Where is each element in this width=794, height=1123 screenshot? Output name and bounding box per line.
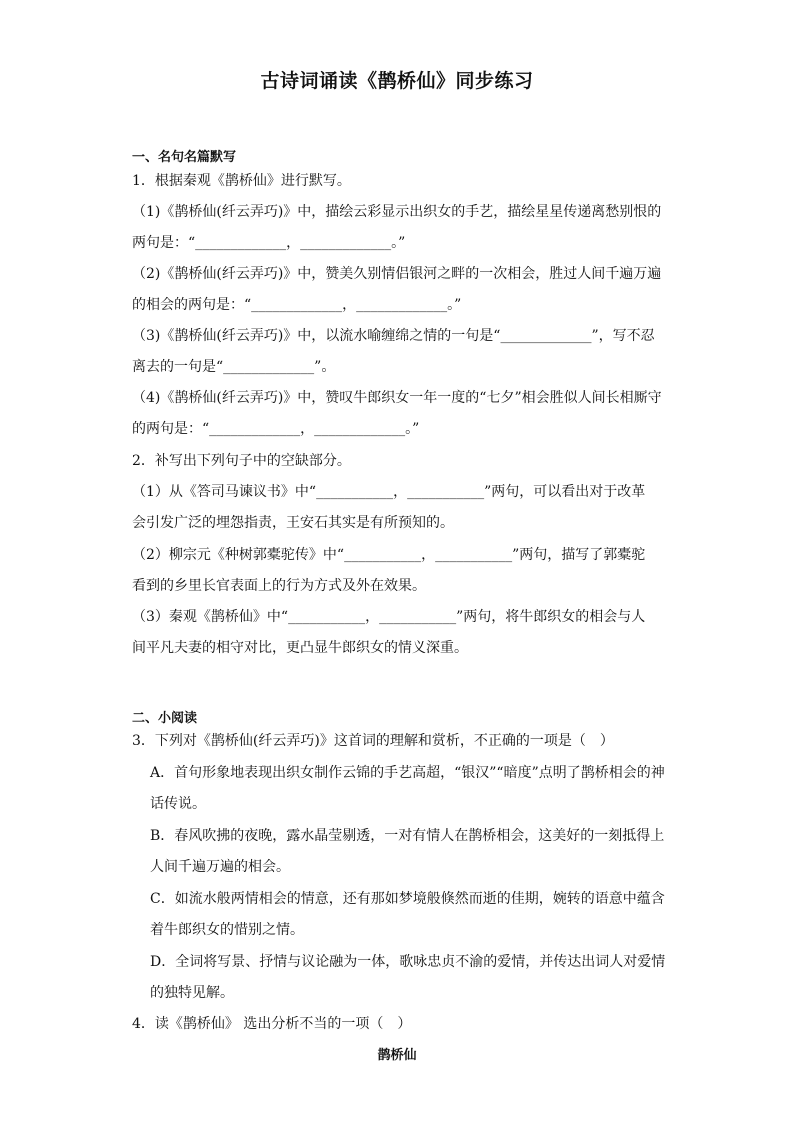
question-1-4-cont: 的两句是：“_____________，_____________。”: [132, 421, 420, 437]
question-1-4: （4)《鹊桥仙(纤云弄巧)》中，赞叹牛郎织女一年一度的“七夕”相会胜似人间长相厮守: [132, 390, 662, 406]
question-2-1: （1）从《答司马谏议书》中“___________，___________”两句，可以看出对于改革: [132, 484, 646, 500]
question-3-option-d: D．全词将写景、抒情与议论融为一体，歌咏忠贞不渝的爱情，并传达出词人对爱情: [150, 954, 666, 970]
question-1-2: （2)《鹊桥仙(纤云弄巧)》中，赞美久别情侣银河之畔的一次相会，胜过人间千遍万遍: [132, 266, 662, 282]
question-1-3-cont: 离去的一句是“_____________”。: [132, 359, 336, 375]
question-3-option-d-cont: 的独特见解。: [150, 985, 234, 1001]
question-2-2-cont: 看到的乡里长官表面上的行为方式及外在效果。: [132, 578, 426, 594]
question-3-option-b-cont: 人间千遍万遍的相会。: [150, 859, 290, 875]
question-1: 1．根据秦观《鹊桥仙》进行默写。: [132, 173, 351, 189]
question-1-2-cont: 的相会的两句是：“_____________，_____________。”: [132, 297, 462, 313]
question-1-3: （3)《鹊桥仙(纤云弄巧)》中，以流水喻缠绵之情的一句是“_____________”，写不忍: [132, 328, 655, 344]
question-2: 2．补写出下列句子中的空缺部分。: [132, 453, 351, 469]
question-4: 4．读《鹊桥仙》 选出分析不当的一项（ ）: [132, 1016, 412, 1032]
question-1-1-cont: 两句是：“_____________，_____________。”: [132, 235, 406, 251]
question-1-1: （1)《鹊桥仙(纤云弄巧)》中，描绘云彩显示出织女的手艺，描绘星星传递离愁别恨的: [132, 204, 662, 220]
question-3-option-b: B．春风吹拂的夜晚，露水晶莹剔透，一对有情人在鹊桥相会，这美好的一刻抵得上: [150, 828, 665, 844]
question-2-2: （2）柳宗元《种树郭橐驼传》中“___________，___________”两句，描写了郭橐驼: [132, 547, 646, 563]
question-3: 3．下列对《鹊桥仙(纤云弄巧)》这首词的理解和赏析，不正确的一项是（ ）: [132, 733, 614, 749]
question-3-option-c-cont: 着牛郎织女的惜别之情。: [150, 922, 304, 938]
question-3-option-a-cont: 话传说。: [150, 796, 206, 812]
question-2-1-cont: 会引发广泛的埋怨指责，王安石其实是有所预知的。: [132, 515, 454, 531]
section-heading-dictation: 一、名句名篇默写: [132, 150, 237, 165]
question-2-3-cont: 间平凡夫妻的相守对比，更凸显牛郎织女的情义深重。: [132, 640, 468, 656]
question-3-option-c: C．如流水般两情相会的情意，还有那如梦境般倏然而逝的佳期，婉转的语意中蕴含: [150, 891, 665, 907]
page-title: 古诗词诵读《鹊桥仙》同步练习: [260, 70, 534, 92]
question-2-3: （3）秦观《鹊桥仙》中“___________，___________”两句，将牛郎织女的相会与人: [132, 609, 646, 625]
poem-title: 鹊桥仙: [377, 1048, 417, 1063]
section-heading-reading: 二、小阅读: [132, 711, 198, 726]
question-3-option-a: A．首句形象地表现出织女制作云锦的手艺高超，“银汉”“暗度”点明了鹊桥相会的神: [150, 765, 665, 781]
